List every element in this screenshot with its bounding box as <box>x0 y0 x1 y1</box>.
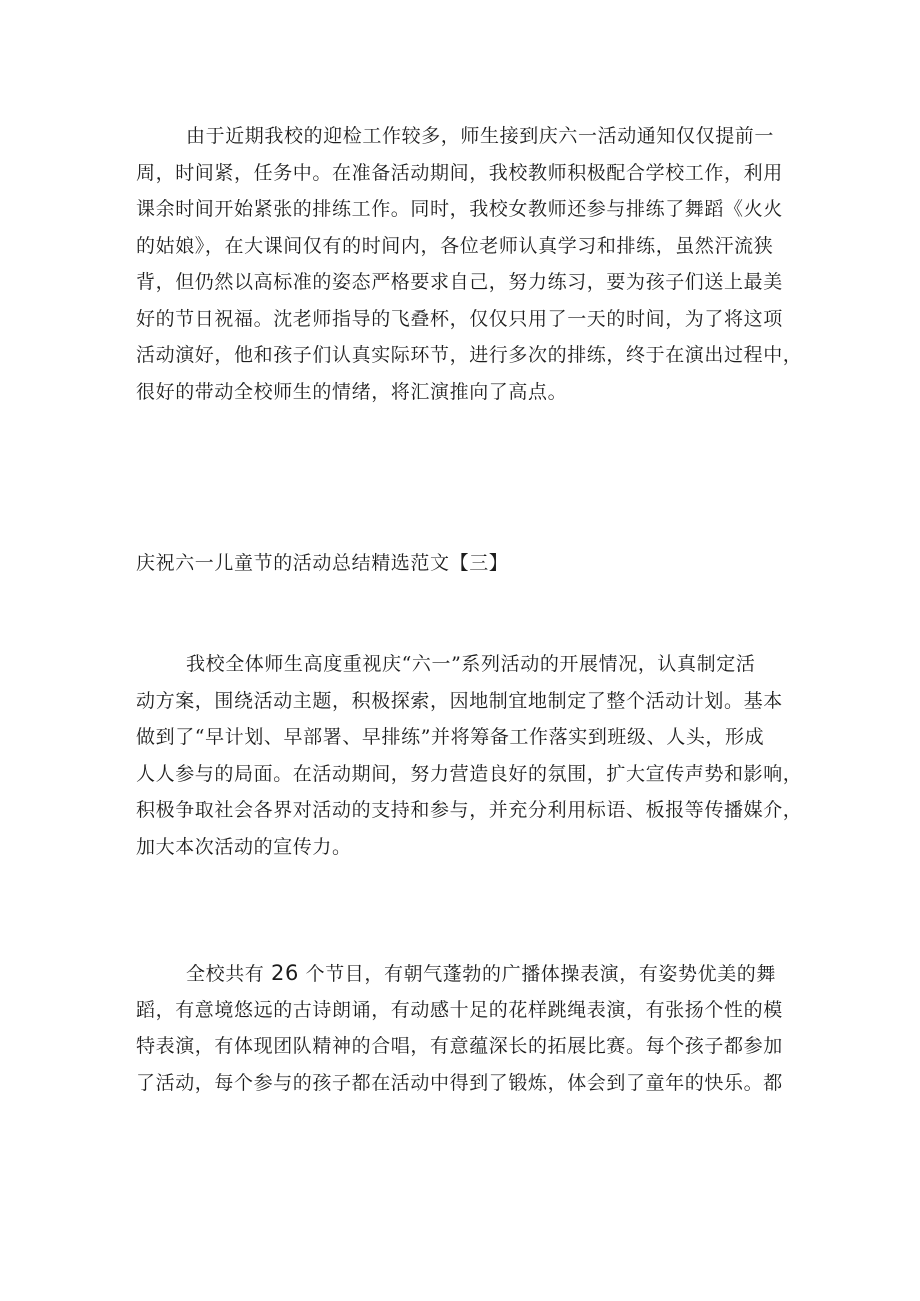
text-line: 了活动，每个参与的孩子都在活动中得到了锻炼，体会到了童年的快乐。都 <box>136 1071 783 1094</box>
section-heading: 庆祝六一儿童节的活动总结精选范文【三】 <box>136 552 509 574</box>
text-line: 加大本次活动的宣传力。 <box>136 835 352 858</box>
text-line: 我校全体师生高度重视庆“六一”系列活动的开展情况，认真制定活 <box>186 653 756 675</box>
text-fragment: 个节目，有朝气蓬勃的广播体操表演，有姿势优美的舞 <box>298 963 777 985</box>
text-line: 背，但仍然以高标准的姿态严格要求自己，努力练习，要为孩子们送上最美 <box>136 271 783 293</box>
text-fragment: 全校共有 <box>186 963 272 985</box>
text-line: 积极争取社会各界对活动的支持和参与，并充分利用标语、板报等传播媒介， <box>136 799 803 821</box>
text-line: 周，时间紧，任务中。在准备活动期间，我校教师积极配合学校工作，利用 <box>136 161 783 184</box>
text-line: 好的节日祝福。沈老师指导的飞叠杯，仅仅只用了一天的时间，为了将这项 <box>136 307 783 330</box>
text-line: 的姑娘》，在大课间仅有的时间内，各位老师认真学习和排练，虽然汗流狭 <box>136 234 774 257</box>
text-line: 由于近期我校的迎检工作较多，师生接到庆六一活动通知仅仅提前一 <box>186 125 775 147</box>
text-line: 蹈，有意境悠远的古诗朗诵，有动感十足的花样跳绳表演，有张扬个性的模 <box>136 998 783 1021</box>
text-line: 人人参与的局面。在活动期间，努力营造良好的氛围，扩大宣传声势和影响， <box>136 762 803 785</box>
text-line <box>136 955 791 992</box>
paragraph-preparation <box>136 118 803 410</box>
text-line: 做到了“早计划、早部署、早排练”并将筹备工作落实到班级、人头，形成 <box>136 726 765 748</box>
text-line: 特表演，有体现团队精神的合唱，有意蕴深长的拓展比赛。每个孩子都参加 <box>136 1035 783 1057</box>
program-count: 26 <box>271 961 299 985</box>
text-line: 动方案，围绕活动主题，积极探索，因地制宜地制定了整个活动计划。基本 <box>136 689 783 712</box>
text-line: 课余时间开始紧张的排练工作。同时，我校女教师还参与排练了舞蹈《火火 <box>136 198 783 220</box>
text-line: 很好的带动全校师生的情绪，将汇演推向了高点。 <box>136 380 568 403</box>
paragraph-planning <box>136 646 803 865</box>
paragraph-programs <box>136 955 791 1101</box>
text-line: 活动演好，他和孩子们认真实际环节，进行多次的排练，终于在演出过程中， <box>136 344 803 366</box>
